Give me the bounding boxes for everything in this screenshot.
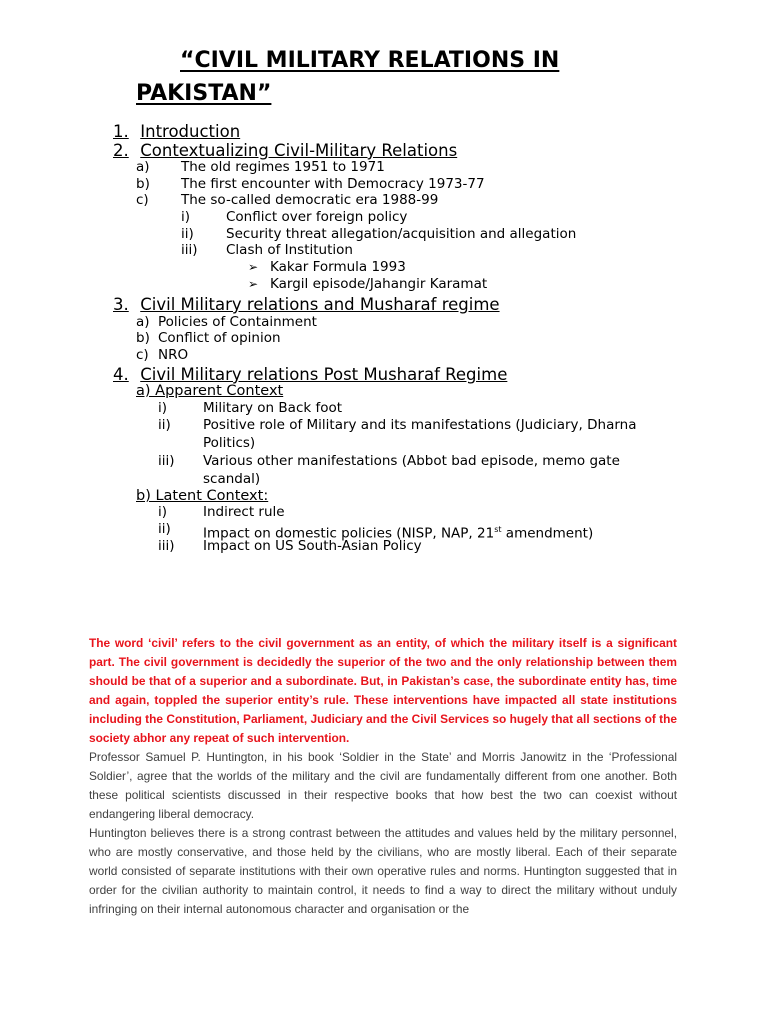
list-item: Conflict over foreign policy bbox=[226, 209, 408, 225]
huntington-janowitz-paragraph: Professor Samuel P. Huntington, in his book ‘Soldier in the State’ and Morris Janowitz in the ‘Professional Soldier’, agree that the worlds of the military and the civil are fundamentally different from one another. Both these political scientists discussed in their respective books that how best the two can coexist without endangering liberal democracy. bbox=[89, 750, 677, 821]
list-marker: b) bbox=[136, 330, 150, 346]
list-marker: ii) bbox=[158, 521, 171, 537]
section-heading-2 bbox=[113, 141, 457, 161]
ordinal-suffix: st bbox=[494, 525, 502, 534]
item-text: amendment) bbox=[501, 525, 594, 542]
section-number: 2. bbox=[113, 141, 129, 160]
document-title bbox=[136, 44, 656, 110]
item-text: Impact on domestic policies (NISP, NAP, 21 bbox=[203, 525, 495, 542]
list-marker: i) bbox=[158, 400, 168, 416]
list-marker: a) bbox=[136, 159, 150, 175]
list-marker: iii) bbox=[181, 242, 198, 258]
subsection-heading: a) Apparent Context bbox=[136, 383, 284, 399]
list-marker: c) bbox=[136, 347, 149, 363]
section-number: 3. bbox=[113, 295, 129, 314]
list-item: Positive role of Military and its manifestations (Judiciary, Dharna bbox=[203, 417, 637, 433]
list-item: Security threat allegation/acquisition and allegation bbox=[226, 226, 577, 242]
list-item: NRO bbox=[158, 347, 189, 363]
section-heading-4 bbox=[113, 365, 507, 385]
section-label: Introduction bbox=[140, 122, 241, 141]
section-label: Civil Military relations and Musharaf regime bbox=[140, 295, 500, 314]
bullet-item: Kakar Formula 1993 bbox=[270, 259, 406, 275]
list-marker: iii) bbox=[158, 538, 175, 554]
list-item-continuation: scandal) bbox=[203, 471, 261, 487]
arrow-bullet-icon: ➢ bbox=[248, 260, 259, 274]
section-number: 1. bbox=[113, 122, 129, 141]
arrow-bullet-icon: ➢ bbox=[248, 277, 259, 291]
title-line-1: “CIVIL MILITARY RELATIONS IN bbox=[180, 48, 560, 73]
subsection-heading: b) Latent Context: bbox=[136, 488, 269, 504]
list-item: The so-called democratic era 1988-99 bbox=[181, 192, 439, 208]
list-marker: b) bbox=[136, 176, 150, 192]
list-item: The first encounter with Democracy 1973-77 bbox=[181, 176, 485, 192]
section-heading-3 bbox=[113, 295, 500, 315]
list-item: Various other manifestations (Abbot bad episode, memo gate bbox=[203, 453, 620, 469]
list-item: Impact on US South-Asian Policy bbox=[203, 538, 422, 554]
list-marker: ii) bbox=[158, 417, 171, 433]
intro-paragraph-red: The word ‘civil’ refers to the civil government as an entity, of which the military itself is a significant part. The civil government is decidedly the superior of the two and the only relationship between them should be that of a superior and a subordinate. But, in Pakistan’s case, the subordinate entity has, time and again, toppled the superior entity’s rule. These interventions have impacted all state institutions including the Constitution, Parliament, Judiciary and the Civil Services so hugely that all sections of the society abhor any repeat of such intervention. bbox=[89, 636, 677, 745]
list-marker: i) bbox=[158, 504, 168, 520]
section-number: 4. bbox=[113, 365, 129, 384]
list-item: Military on Back foot bbox=[203, 400, 343, 416]
section-label: Contextualizing Civil-Military Relations bbox=[140, 141, 458, 160]
section-heading-1 bbox=[113, 122, 240, 142]
list-item: The old regimes 1951 to 1971 bbox=[181, 159, 385, 175]
list-item: Conflict of opinion bbox=[158, 330, 281, 346]
bullet-item: Kargil episode/Jahangir Karamat bbox=[270, 276, 488, 292]
list-item: Clash of Institution bbox=[226, 242, 353, 258]
list-marker: c) bbox=[136, 192, 149, 208]
list-marker: a) bbox=[136, 314, 150, 330]
huntington-contrast-paragraph: Huntington believes there is a strong contrast between the attitudes and values held by the military personnel, who are mostly conservative, and those held by the civilians, who are mostly liberal. Each of their separate world consisted of separate institutions with their own operative rules and norms. Huntington suggested that in order for the civilian authority to maintain control, it needs to find a way to direct the military without unduly infringing on their internal autonomous character and organisation or the bbox=[89, 826, 677, 916]
section-label: Civil Military relations Post Musharaf Regime bbox=[140, 365, 508, 384]
list-marker: ii) bbox=[181, 226, 194, 242]
list-item: Policies of Containment bbox=[158, 314, 317, 330]
list-item: Indirect rule bbox=[203, 504, 285, 520]
list-marker: i) bbox=[181, 209, 191, 225]
title-line-2: PAKISTAN” bbox=[136, 81, 272, 106]
list-item-continuation: Politics) bbox=[203, 435, 256, 451]
list-marker: iii) bbox=[158, 453, 175, 469]
